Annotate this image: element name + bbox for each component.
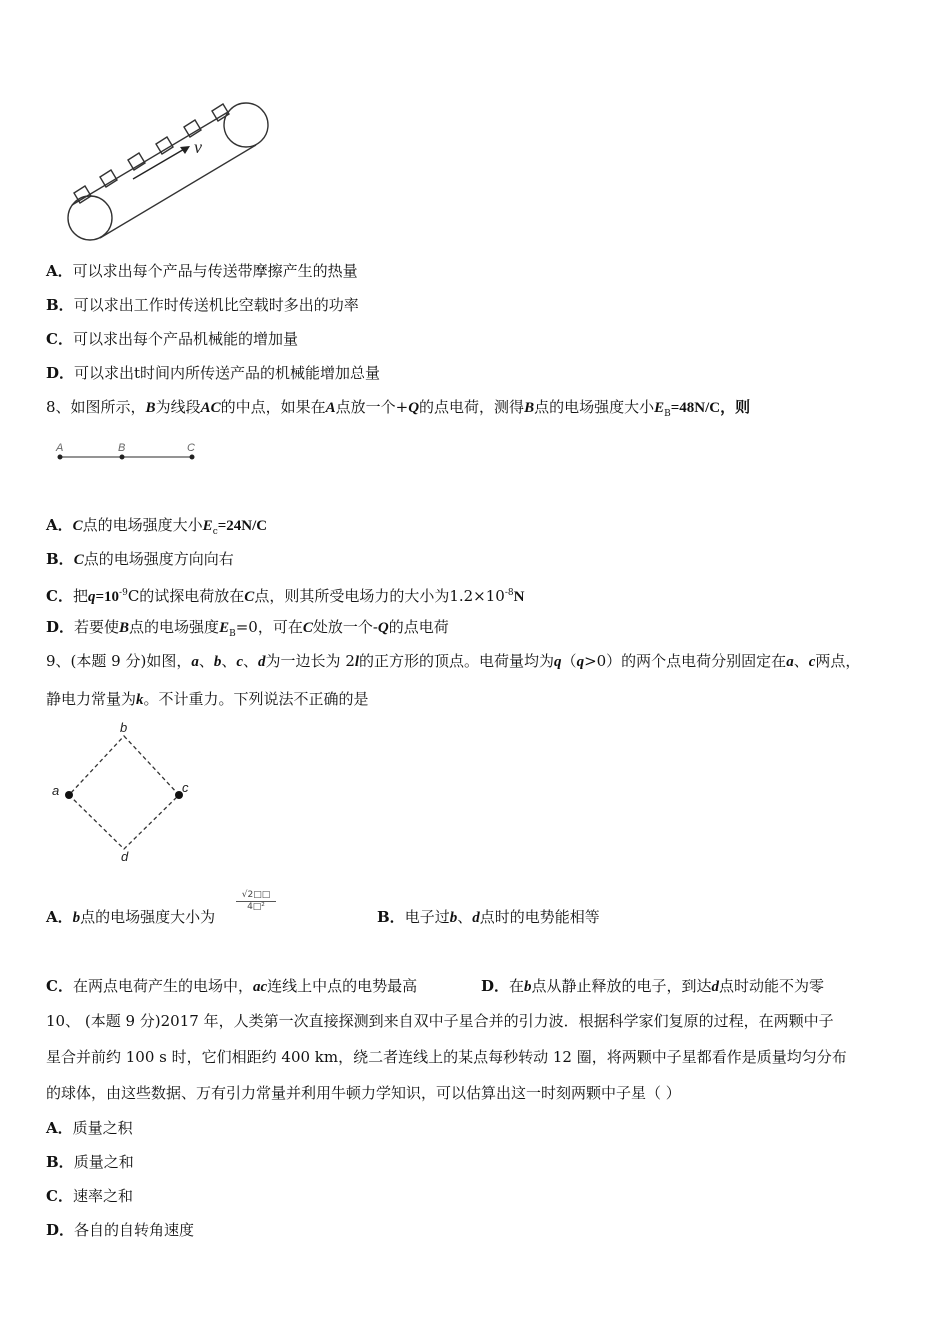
q8-option-c: C．把$q=10^{-9}C$的试探电荷放在C点，则其所受电场力的大小为$1.2\times 10^{-8}N$ bbox=[46, 587, 525, 605]
q10-option-a: A．质量之积 bbox=[46, 1119, 133, 1137]
point-c bbox=[190, 455, 195, 460]
segment-abc-figure bbox=[50, 438, 210, 468]
label-c: c bbox=[182, 780, 189, 795]
product-boxes bbox=[74, 104, 229, 203]
charge-a bbox=[65, 791, 73, 799]
label-c: C bbox=[187, 442, 195, 454]
label-b: b bbox=[120, 720, 128, 735]
q10-option-b: B．质量之和 bbox=[46, 1153, 134, 1171]
q9-option-d: D．在b点从静止释放的电子，到达d点时动能不为零 bbox=[481, 977, 825, 995]
q8-option-b: B．C点的电场强度方向向右 bbox=[46, 550, 234, 568]
q9-option-a: A．b点的电场强度大小为 bbox=[46, 908, 216, 926]
q7-option-a: A．可以求出每个产品与传送带摩擦产生的热量 bbox=[46, 262, 358, 280]
q9-option-a-fraction bbox=[236, 890, 276, 913]
point-b bbox=[120, 455, 125, 460]
q10-option-d: D．各自的自转角速度 bbox=[46, 1221, 195, 1239]
q9-option-c: C．在两点电荷产生的电场中，ac连线上中点的电势最高 bbox=[46, 977, 418, 995]
q7-option-b: B．可以求出工作时传送机比空载时多出的功率 bbox=[46, 296, 359, 314]
q8-stem: 8、如图所示，B为线段AC的中点，如果在A点放一个+Q的点电荷，测得B点的电场强度大小$E_B=48N/C$，则 bbox=[46, 398, 751, 419]
q10-stem-line3: 的球体，由这些数据、万有引力常量并利用牛顿力学知识，可以估算出这一时刻两颗中子星（ ） bbox=[46, 1084, 681, 1102]
q9-option-b: B．电子过b、d点时的电势能相等 bbox=[377, 908, 600, 926]
label-d: d bbox=[121, 849, 129, 864]
label-a: A bbox=[56, 442, 64, 454]
conveyor-belt-figure bbox=[60, 95, 280, 250]
point-a bbox=[58, 455, 63, 460]
velocity-label: v bbox=[194, 137, 202, 157]
q8-option-a: A．C点的电场强度大小$E_c=24N/C$ bbox=[46, 516, 268, 537]
q10-stem-line2: 星合并前约 100 s 时，它们相距约 400 km，绕二者连线上的某点每秒转动 12 圈，将两颗中子星都看作是质量均匀分布 bbox=[46, 1048, 847, 1066]
top-roller bbox=[224, 103, 268, 147]
q10-stem-line1: 10、 (本题 9 分)2017 年，人类第一次直接探测到来自双中子星合并的引力波．根据科学家们复原的过程，在两颗中子 bbox=[46, 1012, 834, 1030]
q8-option-d: D．若要使B点的电场强度$E_B=0$，可在C处放一个-Q的点电荷 bbox=[46, 618, 449, 639]
q9-stem-line1: 9、(本题 9 分)如图，a、b、c、d为一边长为 2l的正方形的顶点。电荷量均为q（q>0）的两个点电荷分别固定在a、c两点， bbox=[46, 652, 861, 670]
q7-option-c: C．可以求出每个产品机械能的增加量 bbox=[46, 330, 298, 348]
label-a: a bbox=[52, 783, 60, 798]
label-b: B bbox=[118, 442, 126, 454]
fraction-denominator: 4□² bbox=[247, 902, 265, 912]
square-abcd-figure bbox=[48, 718, 198, 866]
fraction-numerator: √2□□ bbox=[236, 890, 276, 902]
q9-stem-line2: 静电力常量为k。不计重力。下列说法不正确的是 bbox=[46, 690, 369, 708]
bottom-roller bbox=[68, 196, 112, 240]
q10-option-c: C．速率之和 bbox=[46, 1187, 133, 1205]
q7-option-d: D．可以求出t时间内所传送产品的机械能增加总量 bbox=[46, 364, 381, 382]
